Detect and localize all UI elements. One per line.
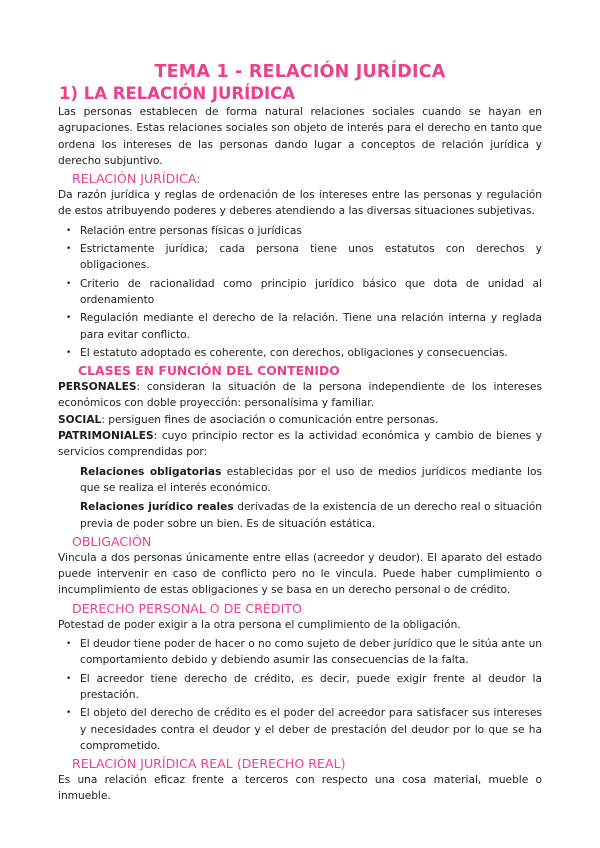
bullet-icon: • <box>66 639 72 650</box>
relaciones-obligatorias-label: Relaciones obligatorias <box>80 465 222 478</box>
list-item: • El deudor tiene poder de hacer o no como sujeto de deber jurídico que le sitúa ante un comportamiento debido y debiendo asumir las consecuencias de la falta. <box>66 638 542 667</box>
bullet-icon: • <box>66 673 72 684</box>
patrimoniales-label: PATRIMONIALES <box>58 430 154 443</box>
relacion-real-heading: RELACIÓN JURÍDICA REAL (DERECHO REAL) <box>72 756 346 772</box>
personales-paragraph: PERSONALES: consideran la situación de la persona independiente de los intereses económicos con doble proyección: personalísima y familiar. <box>58 381 542 410</box>
list-item: • El acreedor tiene derecho de crédito, es decir, puede exigir frente al deudor la prestación. <box>66 672 542 701</box>
intro-paragraph: Las personas establecen de forma natural relaciones sociales cuando se hayan en agrupaciones. Estas relaciones sociales son objeto de interés para el derecho en tanto que ordena los intereses de las personas dando lugar a conceptos de relación jurídica y derecho subjuntivo. <box>58 106 542 167</box>
relacion-real-text: Es una relación eficaz frente a terceros con respecto una cosa material, mueble o inmueble. <box>58 774 542 803</box>
list-item: • Criterio de racionalidad como principio jurídico básico que dota de unidad al ordenamiento <box>66 277 542 306</box>
obligacion-text: Vincula a dos personas únicamente entre ellas (acreedor y deudor). El aparato del estado puede intervenir en caso de conflicto pero no le vincula. Puede haber cumplimiento o incumplimiento de estas obligaciones y se basa en un derecho personal o de crédito. <box>58 551 542 597</box>
bullet-icon: • <box>66 225 72 236</box>
derecho-personal-text: Potestad de poder exigir a la otra persona el cumplimiento de la obligación. <box>58 618 461 631</box>
relaciones-reales-label: Relaciones jurídico reales <box>80 501 234 514</box>
obligacion-heading: OBLIGACIÓN <box>72 533 152 549</box>
relacion-juridica-heading: RELACIÓN JURÍDICA: <box>72 171 201 187</box>
list-item: • El objeto del derecho de crédito es el poder del acreedor para satisfacer sus intereses y necesidades contra el deudor y el deber de prestación del deudor por lo que se ha comprometido. <box>66 707 542 752</box>
social-paragraph: SOCIAL: persiguen fines de asociación o comunicación entre personas. <box>58 413 439 426</box>
bullet-icon: • <box>66 347 72 358</box>
list-item: • El estatuto adoptado es coherente, con derechos, obligaciones y consecuencias. <box>80 345 542 361</box>
patrimoniales-paragraph: PATRIMONIALES: cuyo principio rector es la actividad económica y cambio de bienes y servicios comprendidas por: <box>58 430 542 459</box>
list-item: • Relación entre personas físicas o jurídicas <box>80 223 542 239</box>
relaciones-reales-paragraph: Relaciones jurídico reales derivadas de la existencia de un derecho real o situación previa de poder sobre un bien. Es de situación estática. <box>80 501 543 530</box>
derecho-personal-heading: DERECHO PERSONAL O DE CRÉDITO <box>72 600 302 616</box>
bullet-icon: • <box>66 708 72 719</box>
bullet-icon: • <box>66 244 72 255</box>
list-item: • Regulación mediante el derecho de la relación. Tiene una relación interna y reglada para evitar conflicto. <box>66 312 542 341</box>
derecho-personal-list <box>58 636 542 754</box>
document-title: TEMA 1 - RELACIÓN JURÍDICA <box>154 62 446 82</box>
relaciones-obligatorias-paragraph: Relaciones obligatorias establecidas por el uso de medios jurídicos mediante los que se realiza el interés económico. <box>80 465 542 494</box>
bullet-icon: • <box>66 278 72 289</box>
bullet-icon: • <box>66 313 72 324</box>
relacion-juridica-text: Da razón jurídica y reglas de ordenación de los intereses entre las personas y regulación de estos atribuyendo poderes y deberes atendiendo a las diversas situaciones subjetivas. <box>58 189 542 218</box>
section-heading: 1) LA RELACIÓN JURÍDICA <box>59 84 295 103</box>
social-label: SOCIAL <box>58 413 102 426</box>
relacion-juridica-list <box>58 223 542 361</box>
personales-label: PERSONALES <box>58 381 137 394</box>
list-item: • Estrictamente jurídica; cada persona tiene unos estatutos con derechos y obligaciones. <box>66 243 542 272</box>
clases-heading: CLASES EN FUNCIÓN DEL CONTENIDO <box>78 363 340 379</box>
